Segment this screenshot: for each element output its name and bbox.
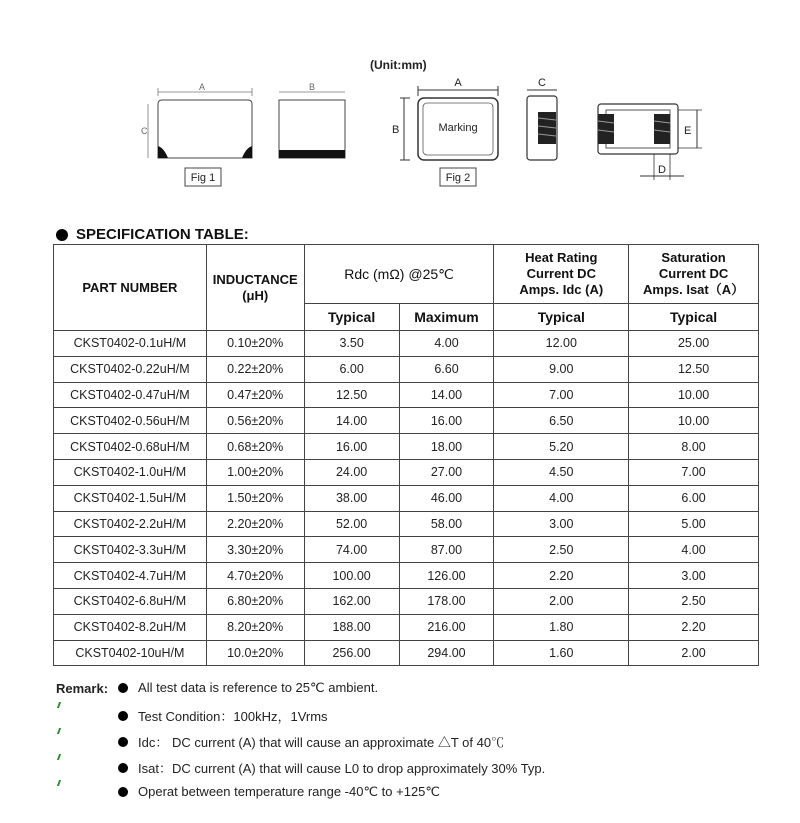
header-isat-typical: Typical <box>629 304 759 331</box>
idc-typical-cell: 2.50 <box>494 537 629 563</box>
rdc-maximum-cell: 178.00 <box>399 588 494 614</box>
bullet-icon <box>56 229 68 241</box>
idc-typical-cell: 7.00 <box>494 382 629 408</box>
part-number-cell: CKST0402-4.7uH/M <box>54 563 207 589</box>
idc-typical-cell: 12.00 <box>494 331 629 357</box>
rdc-typical-cell: 24.00 <box>304 459 399 485</box>
inductance-cell: 3.30±20% <box>206 537 304 563</box>
bullet-icon <box>118 711 128 721</box>
table-row <box>54 588 759 614</box>
remark-item <box>118 706 328 725</box>
tick-mark-icon <box>57 754 65 760</box>
isat-typical-cell: 2.00 <box>629 640 759 666</box>
part-number-cell: CKST0402-6.8uH/M <box>54 588 207 614</box>
header-saturation-line2: Current DC <box>658 266 729 281</box>
part-number-cell: CKST0402-1.5uH/M <box>54 485 207 511</box>
rdc-maximum-cell: 6.60 <box>399 356 494 382</box>
remark-text: Isat：DC current (A) that will cause L0 to drop approximately 30% Typ. <box>138 761 546 776</box>
rdc-maximum-cell: 18.00 <box>399 434 494 460</box>
rdc-maximum-cell: 4.00 <box>399 331 494 357</box>
isat-typical-cell: 25.00 <box>629 331 759 357</box>
dim-b-label-fig1: B <box>308 82 316 92</box>
dim-a-label-fig2: A <box>454 77 462 89</box>
rdc-typical-cell: 12.50 <box>304 382 399 408</box>
idc-typical-cell: 6.50 <box>494 408 629 434</box>
rdc-typical-cell: 38.00 <box>304 485 399 511</box>
spec-table-body <box>54 331 759 666</box>
bullet-icon <box>118 737 128 747</box>
table-row <box>54 331 759 357</box>
rdc-typical-cell: 188.00 <box>304 614 399 640</box>
rdc-maximum-cell: 46.00 <box>399 485 494 511</box>
idc-typical-cell: 1.60 <box>494 640 629 666</box>
header-idc-typical: Typical <box>494 304 629 331</box>
fig2-side-view <box>527 77 557 160</box>
isat-typical-cell: 2.50 <box>629 588 759 614</box>
header-inductance-unit: (μH) <box>242 287 269 303</box>
idc-typical-cell: 4.00 <box>494 485 629 511</box>
table-row <box>54 434 759 460</box>
isat-typical-cell: 6.00 <box>629 485 759 511</box>
fig2-top-view <box>392 77 498 160</box>
dim-e-label: E <box>684 125 692 137</box>
rdc-maximum-cell: 27.00 <box>399 459 494 485</box>
isat-typical-cell: 10.00 <box>629 408 759 434</box>
table-row <box>54 537 759 563</box>
header-heat-rating <box>494 245 629 304</box>
idc-typical-cell: 1.80 <box>494 614 629 640</box>
remark-item <box>118 784 440 800</box>
specification-table <box>53 244 759 666</box>
remark-label: Remark: <box>56 680 109 696</box>
rdc-typical-cell: 16.00 <box>304 434 399 460</box>
table-row <box>54 408 759 434</box>
unit-label: (Unit:mm) <box>370 58 427 72</box>
rdc-maximum-cell: 216.00 <box>399 614 494 640</box>
isat-typical-cell: 8.00 <box>629 434 759 460</box>
part-number-cell: CKST0402-3.3uH/M <box>54 537 207 563</box>
rdc-typical-cell: 162.00 <box>304 588 399 614</box>
table-row <box>54 640 759 666</box>
rdc-typical-cell: 74.00 <box>304 537 399 563</box>
idc-typical-cell: 9.00 <box>494 356 629 382</box>
part-number-cell: CKST0402-0.56uH/M <box>54 408 207 434</box>
part-number-cell: CKST0402-10uH/M <box>54 640 207 666</box>
dimension-diagram <box>0 0 800 215</box>
inductance-cell: 1.00±20% <box>206 459 304 485</box>
isat-typical-cell: 2.20 <box>629 614 759 640</box>
inductance-cell: 4.70±20% <box>206 563 304 589</box>
part-number-cell: CKST0402-8.2uH/M <box>54 614 207 640</box>
dim-d-label: D <box>658 164 666 176</box>
inductance-cell: 0.10±20% <box>206 331 304 357</box>
header-heat-rating-line2: Current DC <box>526 266 596 281</box>
inductance-cell: 0.56±20% <box>206 408 304 434</box>
rdc-typical-cell: 3.50 <box>304 331 399 357</box>
rdc-typical-cell: 6.00 <box>304 356 399 382</box>
fig2-bottom-view <box>598 104 702 180</box>
header-saturation <box>629 245 759 304</box>
part-number-cell: CKST0402-0.68uH/M <box>54 434 207 460</box>
rdc-maximum-cell: 87.00 <box>399 537 494 563</box>
part-number-cell: CKST0402-0.47uH/M <box>54 382 207 408</box>
part-number-cell: CKST0402-0.22uH/M <box>54 356 207 382</box>
inductance-cell: 1.50±20% <box>206 485 304 511</box>
fig2-caption: Fig 2 <box>445 172 471 184</box>
part-number-cell: CKST0402-0.1uH/M <box>54 331 207 357</box>
fig1-end-view <box>279 82 345 158</box>
bullet-icon <box>118 683 128 693</box>
rdc-typical-cell: 256.00 <box>304 640 399 666</box>
rdc-maximum-cell: 126.00 <box>399 563 494 589</box>
header-rdc: Rdc (mΩ) @25℃ <box>304 245 494 304</box>
header-rdc-maximum: Maximum <box>399 304 494 331</box>
table-row <box>54 563 759 589</box>
dim-c-label-fig2: C <box>538 77 546 89</box>
idc-typical-cell: 3.00 <box>494 511 629 537</box>
remark-text: Idc： DC current (A) that will cause an approximate △T of 40℃ <box>138 735 505 750</box>
idc-typical-cell: 2.20 <box>494 563 629 589</box>
fig1-caption: Fig 1 <box>190 172 216 184</box>
rdc-maximum-cell: 14.00 <box>399 382 494 408</box>
isat-typical-cell: 5.00 <box>629 511 759 537</box>
bullet-icon <box>118 787 128 797</box>
idc-typical-cell: 5.20 <box>494 434 629 460</box>
remark-item <box>118 732 504 751</box>
table-row <box>54 459 759 485</box>
inductance-cell: 0.47±20% <box>206 382 304 408</box>
spec-title-text: SPECIFICATION TABLE: <box>76 226 249 243</box>
isat-typical-cell: 4.00 <box>629 537 759 563</box>
isat-typical-cell: 12.50 <box>629 356 759 382</box>
bullet-icon <box>118 763 128 773</box>
idc-typical-cell: 2.00 <box>494 588 629 614</box>
isat-typical-cell: 3.00 <box>629 563 759 589</box>
remark-text: Operat between temperature range -40℃ to +125℃ <box>138 784 441 799</box>
inductance-cell: 2.20±20% <box>206 511 304 537</box>
rdc-typical-cell: 100.00 <box>304 563 399 589</box>
header-heat-rating-line1: Heat Rating <box>525 250 598 265</box>
inductance-cell: 0.22±20% <box>206 356 304 382</box>
part-number-cell: CKST0402-2.2uH/M <box>54 511 207 537</box>
header-inductance <box>206 245 304 331</box>
remark-text: Test Condition：100kHz，1Vrms <box>138 709 328 724</box>
header-inductance-label: INDUCTANCE <box>212 271 298 287</box>
tick-mark-icon <box>57 780 65 786</box>
table-row <box>54 356 759 382</box>
rdc-typical-cell: 14.00 <box>304 408 399 434</box>
table-row <box>54 511 759 537</box>
header-part-number: PART NUMBER <box>54 245 207 331</box>
isat-typical-cell: 10.00 <box>629 382 759 408</box>
rdc-typical-cell: 52.00 <box>304 511 399 537</box>
rdc-maximum-cell: 294.00 <box>399 640 494 666</box>
header-rdc-typical: Typical <box>304 304 399 331</box>
remarks-section <box>56 680 756 810</box>
remark-item <box>56 680 378 696</box>
remark-text: All test data is reference to 25℃ ambient. <box>138 680 379 695</box>
tick-mark-icon <box>57 702 65 708</box>
table-row <box>54 382 759 408</box>
fig1-side-view <box>141 82 252 158</box>
inductance-cell: 6.80±20% <box>206 588 304 614</box>
dim-b-label-fig2: B <box>392 124 400 136</box>
header-saturation-line3: Amps. Isat（A） <box>643 282 745 297</box>
rdc-maximum-cell: 16.00 <box>399 408 494 434</box>
dim-c-label-fig1: C <box>141 126 148 136</box>
spec-table-title <box>56 226 249 243</box>
marking-label: Marking <box>438 122 478 134</box>
table-row <box>54 614 759 640</box>
rdc-maximum-cell: 58.00 <box>399 511 494 537</box>
header-heat-rating-line3: Amps. Idc (A) <box>519 282 604 297</box>
inductance-cell: 10.0±20% <box>206 640 304 666</box>
inductance-cell: 0.68±20% <box>206 434 304 460</box>
dim-a-label-fig1: A <box>198 82 206 92</box>
idc-typical-cell: 4.50 <box>494 459 629 485</box>
part-number-cell: CKST0402-1.0uH/M <box>54 459 207 485</box>
header-saturation-line1: Saturation <box>661 250 726 265</box>
tick-mark-icon <box>57 728 65 734</box>
inductance-cell: 8.20±20% <box>206 614 304 640</box>
remark-item <box>118 758 545 777</box>
table-row <box>54 485 759 511</box>
isat-typical-cell: 7.00 <box>629 459 759 485</box>
